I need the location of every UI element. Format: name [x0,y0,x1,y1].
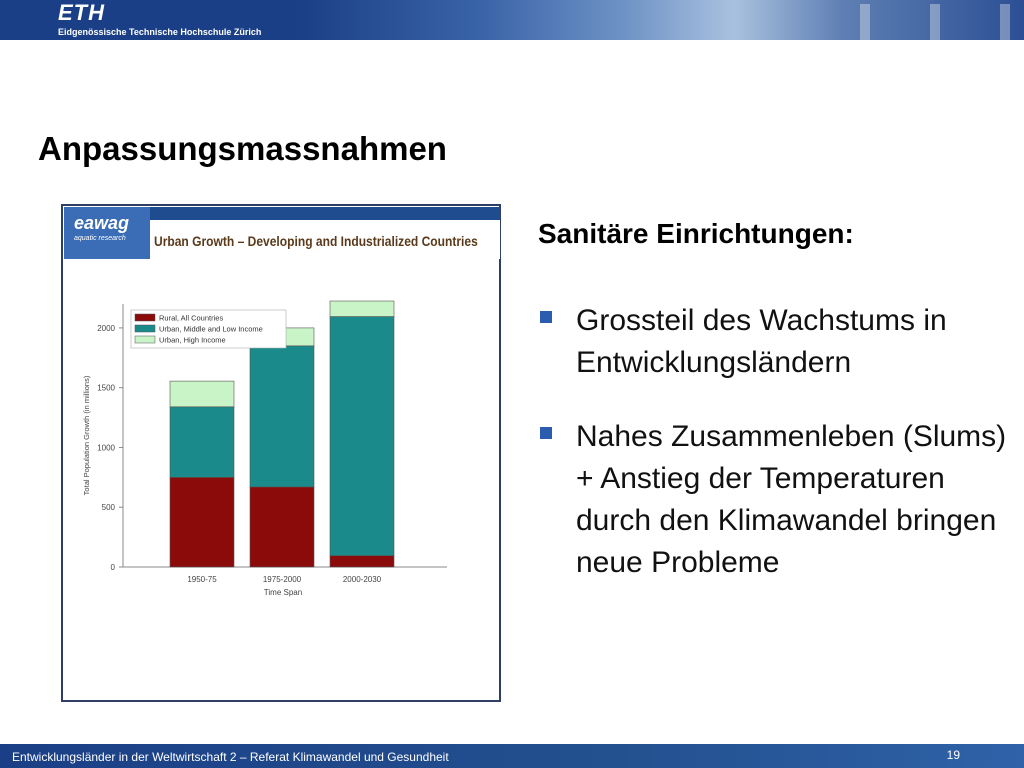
x-tick-label: 2000-2030 [342,575,382,584]
bullet-text: Nahes Zusammenleben (Slums) + Anstieg der Temperaturen durch den Klimawandel bringen neue Probleme [576,420,1007,579]
section-heading: Sanitäre Einrichtungen: [538,218,854,249]
legend-swatch [135,314,155,321]
legend-label: Urban, Middle and Low Income [159,324,263,334]
bullet-item [538,416,1008,584]
legend-swatch [135,336,155,343]
bar-segment [330,556,394,567]
bullet-item [538,300,1008,384]
bar-segment [250,487,314,567]
square-bullet-icon [540,427,552,439]
eawag-logo-text: eawag [74,213,130,233]
page-number: 19 [946,748,960,762]
bullet-text: Grossteil des Wachstums in Entwicklungsländern [576,304,947,379]
footer-text: Entwicklungsländer in der Weltwirtschaft 2 – Referat Klimawandel und Gesundheit [12,750,449,764]
header-column [1000,4,1010,40]
legend-label: Rural, All Countries [159,313,224,323]
bullet-list [538,300,1008,616]
bar-segment [330,317,394,556]
legend-label: Urban, High Income [159,335,226,345]
eawag-logo-sub: aquatic research [74,235,126,242]
legend-swatch [135,325,155,332]
chart-plot [63,206,499,700]
x-tick-label: 1950-75 [187,575,217,584]
header-column [930,4,940,40]
y-tick-label: 0 [110,563,115,572]
chart-image [61,204,501,702]
eth-subtitle: Eidgenössische Technische Hochschule Zürich [58,27,262,37]
y-tick-label: 1000 [97,443,115,453]
y-axis-label: Total Population Growth (in millions) [82,375,91,496]
square-bullet-icon [540,311,552,323]
y-tick-label: 500 [101,503,115,513]
header-banner [0,0,1024,40]
slide-title: Anpassungsmassnahmen [38,130,447,167]
bar-segment [330,301,394,317]
y-tick-label: 1500 [97,383,115,393]
eth-logo: ETH [58,0,105,25]
x-axis-label: Time Span [263,588,303,597]
bar-segment [250,346,314,487]
x-tick-label: 1975-2000 [262,575,302,584]
header-photo [300,0,1024,40]
bar-segment [170,477,234,567]
bar-segment [170,407,234,478]
bar-segment [170,381,234,407]
header-columns [840,4,1024,40]
chart-title: Urban Growth – Developing and Industrialized Countries [154,233,478,249]
footer-bar [0,744,1024,768]
header-column [860,4,870,40]
y-tick-label: 2000 [97,323,115,333]
